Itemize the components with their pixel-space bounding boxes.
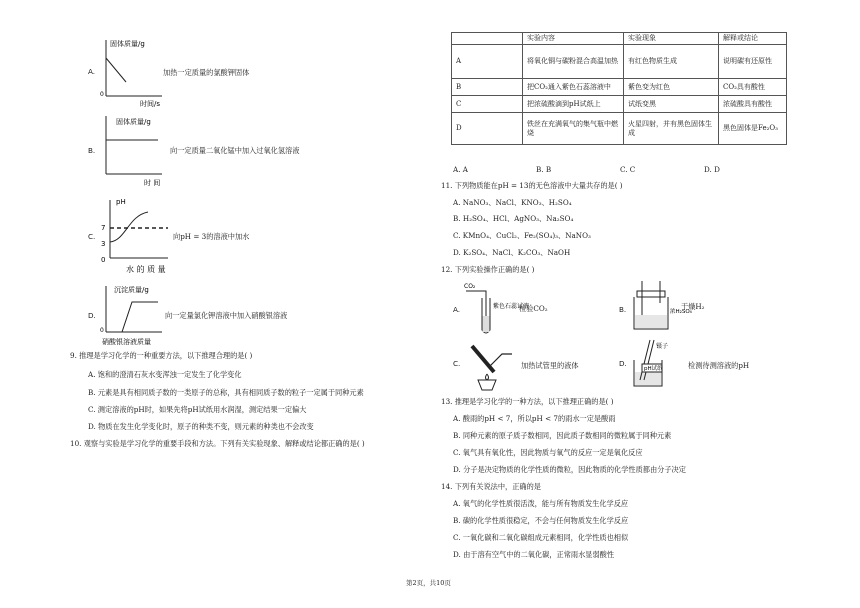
q9-option-a: A. 饱和的澄清石灰水变浑浊一定发生了化学变化 (88, 370, 242, 379)
svg-text:镊子: 镊子 (656, 343, 669, 350)
q10-table (451, 32, 787, 145)
q12-option-c-caption: 加热试管里的液体 (521, 361, 579, 370)
q12-option-d-letter: D. (619, 359, 627, 368)
q9-stem: 9. 推理是学习化学的一种重要方法，以下推理合理的是( ) (70, 351, 253, 360)
q12-option-c-letter: C. (453, 359, 461, 368)
graph-d-xlabel: 硝酸银溶液质量 (102, 338, 151, 346)
q8-option-c-letter: C. (88, 232, 96, 241)
graph-d-origin: 0 (100, 327, 104, 334)
q8-option-b-text: 向一定质量二氧化锰中加入过氧化氢溶液 (170, 146, 300, 155)
q11-option-c: C. KMnO₄、CuCl₂、Fe₂(SO₄)₃、NaNO₃ (453, 231, 591, 240)
graph-a-origin: 0 (100, 91, 104, 98)
q11-option-d: D. K₂SO₄、NaCl、K₂CO₃、NaOH (453, 248, 571, 257)
q13-option-b: B. 同种元素的原子质子数相同，因此质子数相同的微粒属于同种元素 (453, 431, 672, 440)
q13-option-c: C. 氧气具有氧化性，因此物质与氧气的反应一定是氧化反应 (453, 448, 643, 457)
q11-stem: 11. 下列物质能在pH = 13的无色溶液中大量共存的是( ) (441, 181, 623, 190)
graph-d-ylabel: 沉淀质量/g (114, 286, 149, 294)
q8-option-c-text: 向pH = 3的溶液中加水 (173, 232, 250, 241)
q12-figure-a (460, 280, 530, 336)
graph-a-xlabel: 时间/s (140, 100, 161, 108)
q12-figure-c (460, 336, 520, 392)
graph-c-xlabel: 水 的 质 量 (126, 265, 166, 274)
q12-option-b-caption: 干燥H₂ (681, 302, 705, 311)
q13-option-a: A. 酸雨的pH < 7，所以pH < 7的雨水一定是酸雨 (453, 414, 616, 423)
graph-a-ylabel: 固体质量/g (110, 40, 145, 48)
graph-b-ylabel: 固体质量/g (116, 118, 151, 126)
table-row: B 把CO₂通入紫色石蕊溶液中 紫色变为红色 CO₂具有酸性 (452, 79, 787, 96)
svg-text:pH试纸: pH试纸 (644, 366, 663, 372)
q9-option-b: B. 元素是具有相同质子数的一类原子的总称，具有相同质子数的粒子一定属于同种元素 (88, 388, 364, 397)
svg-text:CO₂: CO₂ (464, 283, 476, 290)
q11-option-a: A. NaNO₃、NaCl、KNO₃、H₂SO₄ (453, 198, 572, 207)
q9-option-c: C. 测定溶液的pH时，如果先将pH试纸用水润湿，测定结果一定偏大 (88, 405, 307, 414)
table-row: A 将氧化铜与碳粉混合高温加热 有红色物质生成 说明碳有还原性 (452, 45, 787, 79)
q14-option-b: B. 碳的化学性质很稳定，不会与任何物质发生化学反应 (453, 516, 629, 525)
q10-answer-c: C. C (620, 165, 636, 174)
q12-figure-b (628, 279, 692, 335)
table-header-row: 实验内容 实验现象 解释或结论 (452, 33, 787, 45)
svg-text:浓H₂SO₄: 浓H₂SO₄ (670, 309, 692, 315)
q12-option-a-caption: 检验CO₂ (519, 304, 548, 313)
q8-option-a-text: 加热一定质量的氯酸钾固体 (163, 68, 250, 77)
q8-option-a-letter: A. (88, 67, 96, 76)
q12-option-a-letter: A. (453, 305, 461, 314)
graph-c-y7: 7 (101, 224, 106, 232)
q13-option-d: D. 分子是决定物质的化学性质的微粒，因此物质的化学性质都由分子决定 (453, 465, 686, 474)
q12-option-b-letter: B. (619, 305, 627, 314)
q14-option-d: D. 由于溶有空气中的二氧化碳，正常雨水显弱酸性 (453, 550, 615, 559)
graph-c-ylabel: pH (116, 198, 126, 206)
q10-answer-d: D. D (704, 165, 720, 174)
q11-option-b: B. H₂SO₄、HCl、AgNO₃、Na₂SO₄ (453, 214, 574, 223)
svg-text:紫色石蕊试液: 紫色石蕊试液 (493, 303, 530, 310)
table-row: C 把浓硫酸滴到pH试纸上 试纸变黑 浓硫酸具有酸性 (452, 96, 787, 113)
q10-stem: 10. 观察与实验是学习化学的重要手段和方法。下列有关实验现象、解释或结论都正确的是( ) (70, 439, 365, 448)
q13-stem: 13. 推理是学习化学的一种方法，以下推理正确的是( ) (441, 397, 614, 406)
q10-answer-a: A. A (453, 165, 468, 174)
q10-answer-b: B. B (536, 165, 552, 174)
q8-option-d-letter: D. (88, 311, 96, 320)
q9-option-d: D. 物质在发生化学变化时，原子的种类不变，则元素的种类也不会改变 (88, 422, 314, 431)
q12-stem: 12. 下列实验操作正确的是( ) (441, 265, 535, 274)
q14-option-a: A. 氧气的化学性质很活泼，能与所有物质发生化学反应 (453, 499, 629, 508)
graph-c-origin: 0 (101, 256, 106, 264)
page-footer: 第2页，共10页 (406, 579, 451, 587)
q14-stem: 14. 下列有关说法中，正确的是 (441, 482, 541, 491)
graph-c-y3: 3 (101, 240, 106, 248)
q8-option-d-text: 向一定量氯化钾溶液中加入硝酸银溶液 (165, 311, 288, 320)
q8-option-b-letter: B. (88, 146, 96, 155)
q12-option-d-caption: 检测待测溶液的pH (688, 361, 750, 370)
graph-b-xlabel: 时 间 (144, 179, 161, 187)
table-row: D 铁丝在充满氧气的集气瓶中燃烧 火星四射，并有黑色固体生成 黑色固体是Fe₂O₃ (452, 113, 787, 145)
q12-figure-d (628, 334, 684, 390)
q14-option-c: C. 一氧化碳和二氧化碳组成元素相同，化学性质也相似 (453, 533, 629, 542)
